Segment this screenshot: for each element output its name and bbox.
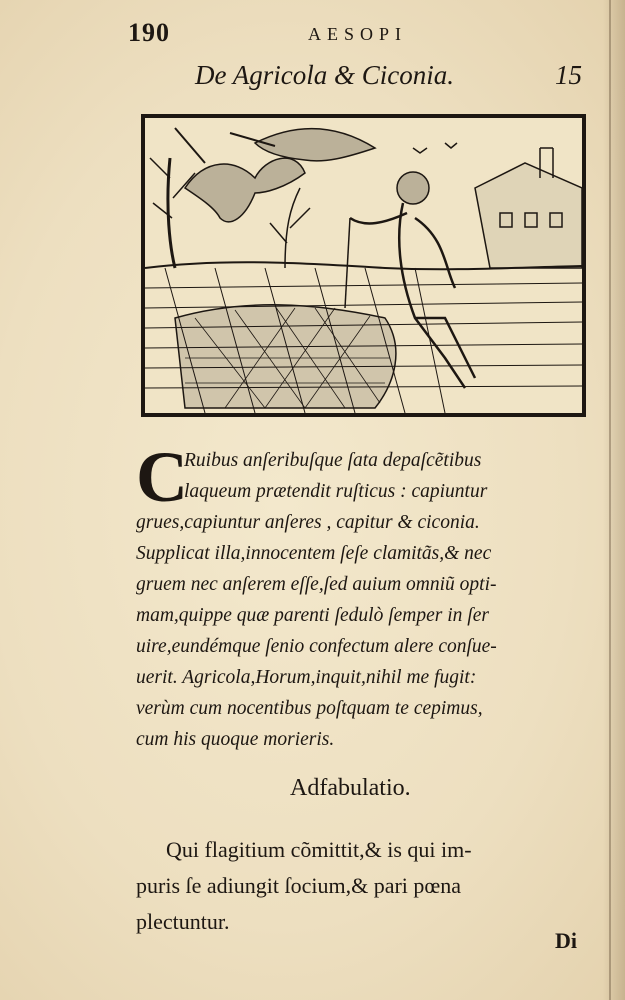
- drop-cap: C: [136, 437, 188, 517]
- text-line-5: gruem nec anſerem eſſe,ſed auium omniũ opti-: [136, 574, 497, 595]
- page-number: 190: [128, 18, 170, 47]
- running-title: AESOPI: [308, 24, 408, 44]
- moral-line-1: Qui flagitium cõmittit,& is qui im-: [166, 837, 472, 862]
- text-line-9: verùm cum nocentibus poſtquam te cepimus,: [136, 698, 483, 719]
- text-line-6: mam,quippe quæ parenti ſedulò ſemper in ſer: [136, 605, 489, 626]
- text-line-2: laqueum prætendit ruſticus : capiuntur: [184, 481, 488, 502]
- text-line-1: Ruibus anſeribuſque ſata depaſcẽtibus: [184, 450, 482, 471]
- woodcut-illustration: [141, 114, 586, 417]
- text-line-3: grues,capiuntur anſeres , capitur & ciconia.: [136, 512, 480, 533]
- fable-title: De Agricola & Ciconia.: [195, 60, 454, 90]
- fable-number: 15: [555, 60, 582, 90]
- catchword: Di: [555, 928, 577, 953]
- page-edge: [609, 0, 611, 1000]
- moral-heading: Adfabulatio.: [290, 775, 411, 801]
- text-line-10: cum his quoque morieris.: [136, 729, 335, 750]
- text-line-7: uire,eundémque ſenio confectum alere conſue-: [136, 636, 497, 657]
- text-line-8: uerit. Agricola,Horum,inquit,nihil me fugit:: [136, 667, 477, 688]
- moral-line-3: plectuntur.: [136, 909, 230, 934]
- text-line-4: Supplicat illa,innocentem ſeſe clamitãs,& nec: [136, 543, 492, 564]
- running-head: [128, 18, 588, 48]
- woodcut-farmer-with-net-and-birds-icon: [145, 118, 582, 413]
- gutter-shadow: [603, 0, 625, 1000]
- fable-heading: [195, 60, 595, 100]
- moral-line-2: puris ſe adiungit ſocium,& pari pœna: [136, 873, 462, 898]
